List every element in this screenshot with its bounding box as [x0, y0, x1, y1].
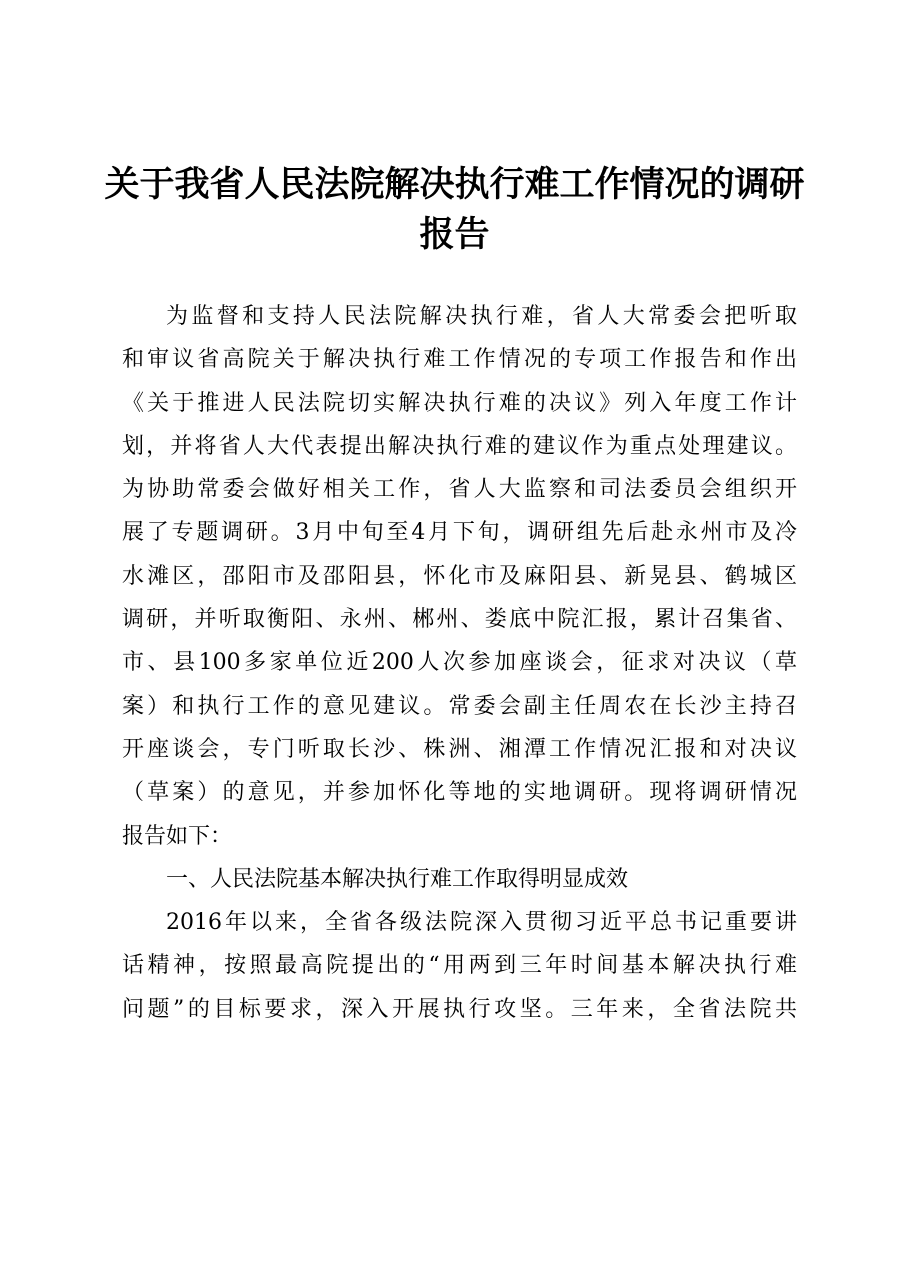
- section-heading-1: 一、人民法院基本解决执行难工作取得明显成效: [166, 866, 629, 892]
- paragraph-1-line: 《关于推进人民法院切实解决执行难的决议》列入年度工作计: [122, 390, 797, 416]
- paragraph-1-line: 和审议省高院关于解决执行难工作情况的专项工作报告和作出: [122, 347, 797, 373]
- paragraph-1-line: 调研，并听取衡阳、永州、郴州、娄底中院汇报，累计召集省、: [122, 607, 797, 633]
- paragraph-1-line: 展了专题调研。3月中旬至4月下旬，调研组先后赴永州市及冷: [122, 520, 797, 546]
- paragraph-2-line: 2016年以来，全省各级法院深入贯彻习近平总书记重要讲: [166, 910, 797, 936]
- paragraph-1-line: 报告如下：: [122, 823, 233, 849]
- paragraph-1-line: 为协助常委会做好相关工作，省人大监察和司法委员会组织开: [122, 477, 797, 503]
- paragraph-1-line: 案）和执行工作的意见建议。常委会副主任周农在长沙主持召: [122, 693, 797, 719]
- document-body: [122, 295, 797, 1031]
- paragraph-1-line: （草案）的意见，并参加怀化等地的实地调研。现将调研情况: [122, 780, 797, 806]
- title-line-2: 报告: [419, 214, 490, 255]
- paragraph-1-line: 划，并将省人大代表提出解决执行难的建议作为重点处理建议。: [122, 433, 797, 459]
- paragraph-1-line: 市、县100多家单位近200人次参加座谈会，征求对决议（草: [122, 650, 797, 676]
- document-title: [100, 160, 809, 260]
- paragraph-1-line: 水滩区，邵阳市及邵阳县，怀化市及麻阳县、新晃县、鹤城区: [122, 563, 797, 589]
- paragraph-2-line: 问题”的目标要求，深入开展执行攻坚。三年来，全省法院共: [122, 996, 797, 1022]
- title-line-1: 关于我省人民法院解决执行难工作情况的调研: [104, 164, 805, 205]
- paragraph-1-line: 开座谈会，专门听取长沙、株洲、湘潭工作情况汇报和对决议: [122, 736, 797, 762]
- paragraph-1-line: 为监督和支持人民法院解决执行难，省人大常委会把听取: [166, 304, 797, 329]
- paragraph-2-line: 话精神，按照最高院提出的“用两到三年时间基本解决执行难: [122, 953, 797, 979]
